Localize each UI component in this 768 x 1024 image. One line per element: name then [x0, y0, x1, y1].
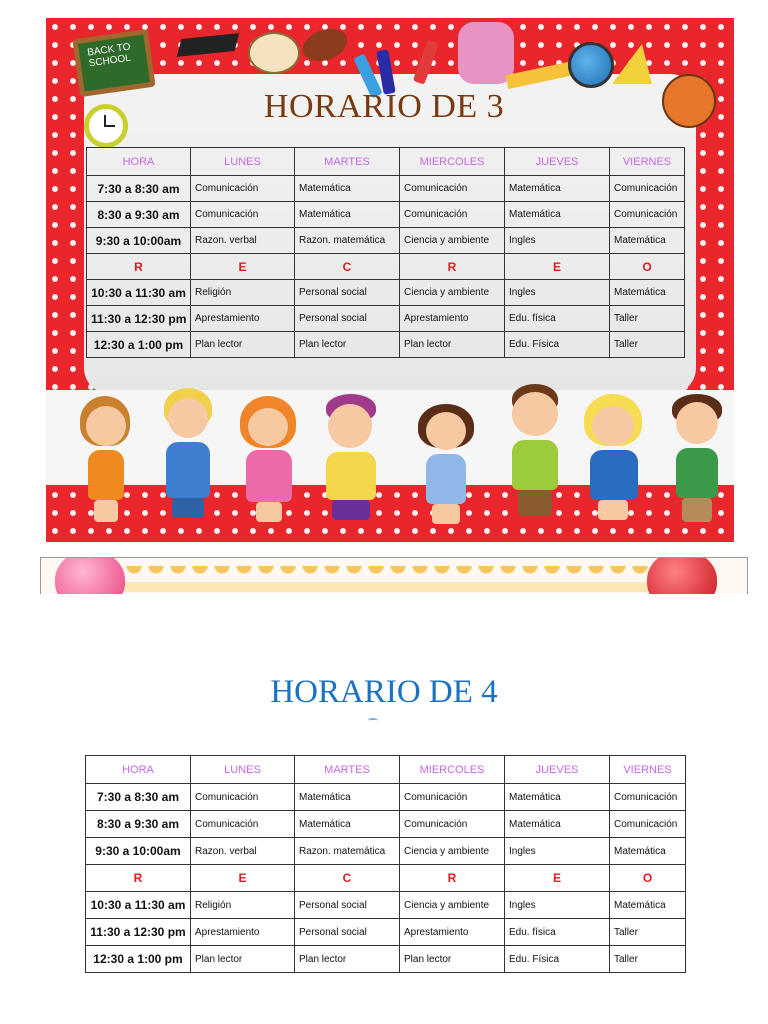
table-cell: Matemática — [295, 784, 400, 811]
table-cell: Plan lector — [191, 332, 295, 358]
table-cell: Matemática — [610, 838, 686, 865]
table-row — [86, 919, 686, 946]
header-martes: MARTES — [295, 148, 400, 176]
table-cell: Comunicación — [400, 202, 505, 228]
table-cell: Comunicación — [191, 176, 295, 202]
kid-illustration — [416, 404, 476, 528]
recreo-row — [86, 865, 686, 892]
table-row — [87, 332, 685, 358]
table-cell: Taller — [610, 332, 685, 358]
header-jueves: JUEVES — [505, 148, 610, 176]
heart-icon — [647, 557, 717, 594]
table-cell: Matemática — [610, 228, 685, 254]
recreo-cell: O — [610, 865, 686, 892]
table-cell-time: 12:30 a 1:00 pm — [87, 332, 191, 358]
table-cell: Comunicación — [610, 202, 685, 228]
table-cell: Plan lector — [295, 946, 400, 973]
table-cell: Matemática — [295, 202, 400, 228]
table-cell: Ingles — [505, 228, 610, 254]
table-cell-time: 10:30 a 11:30 am — [87, 280, 191, 306]
table-cell-time: 10:30 a 11:30 am — [86, 892, 191, 919]
table-cell: Ciencia y ambiente — [400, 280, 505, 306]
table-cell: Taller — [610, 946, 686, 973]
header-miercoles: MIERCOLES — [400, 756, 505, 784]
table-row — [86, 946, 686, 973]
kid-illustration — [668, 394, 728, 528]
table-cell: Taller — [610, 919, 686, 946]
schedule-3-title: HORARIO DE 3 — [263, 88, 505, 125]
table-cell-time: 12:30 a 1:00 pm — [86, 946, 191, 973]
lace-banner — [40, 557, 748, 594]
header-lunes: LUNES — [191, 756, 295, 784]
table-cell: Ciencia y ambiente — [400, 892, 505, 919]
header-viernes: VIERNES — [610, 148, 685, 176]
header-jueves: JUEVES — [505, 756, 610, 784]
table-cell: Plan lector — [400, 946, 505, 973]
table-cell: Matemática — [505, 811, 610, 838]
table-cell: Comunicación — [191, 811, 295, 838]
table-cell: Edu. Física — [505, 332, 610, 358]
table-row — [86, 892, 686, 919]
table-cell: Personal social — [295, 919, 400, 946]
table-row — [87, 306, 685, 332]
table-cell: Aprestamiento — [191, 306, 295, 332]
table-cell: Edu. Física — [505, 946, 610, 973]
schedule-table-4 — [85, 755, 686, 973]
table-cell: Religión — [191, 280, 295, 306]
kid-illustration — [158, 388, 218, 528]
table-cell: Comunicación — [400, 784, 505, 811]
header-lunes: LUNES — [191, 148, 295, 176]
table-cell: Comunicación — [191, 784, 295, 811]
table-row — [86, 838, 686, 865]
table-cell-time: 7:30 a 8:30 am — [87, 176, 191, 202]
table-cell: Ingles — [505, 838, 610, 865]
table-cell: Plan lector — [191, 946, 295, 973]
globe-icon — [568, 42, 614, 88]
table-cell: Comunicación — [191, 202, 295, 228]
table-cell: Comunicación — [400, 176, 505, 202]
header-hora: HORA — [86, 756, 191, 784]
table-cell: Matemática — [295, 811, 400, 838]
title-ornament — [368, 718, 378, 723]
kid-illustration — [76, 396, 136, 526]
table-cell: Ingles — [505, 892, 610, 919]
table-cell-time: 11:30 a 12:30 pm — [87, 306, 191, 332]
table-cell: Razon. matemática — [295, 228, 400, 254]
table-row — [86, 811, 686, 838]
table-cell: Comunicación — [610, 176, 685, 202]
table-cell: Comunicación — [400, 811, 505, 838]
table-cell: Matemática — [610, 280, 685, 306]
table-cell: Matemática — [505, 202, 610, 228]
table-cell: Personal social — [295, 280, 400, 306]
table-cell-time: 11:30 a 12:30 pm — [86, 919, 191, 946]
header-hora: HORA — [87, 148, 191, 176]
paint-palette-icon — [248, 32, 300, 74]
table-cell-time: 7:30 a 8:30 am — [86, 784, 191, 811]
recreo-cell: E — [191, 254, 295, 280]
table-cell: Personal social — [295, 892, 400, 919]
table-cell: Edu. física — [505, 306, 610, 332]
table-cell-time: 9:30 a 10:00am — [87, 228, 191, 254]
table-row — [87, 202, 685, 228]
table-cell: Razon. verbal — [191, 838, 295, 865]
table-row — [87, 228, 685, 254]
table-cell-time: 8:30 a 9:30 am — [86, 811, 191, 838]
heart-icon — [55, 557, 125, 594]
table-cell: Plan lector — [295, 332, 400, 358]
recreo-cell: O — [610, 254, 685, 280]
table-cell: Edu. física — [505, 919, 610, 946]
table-cell: Matemática — [610, 892, 686, 919]
recreo-cell: C — [295, 254, 400, 280]
table-row — [86, 784, 686, 811]
header-viernes: VIERNES — [610, 756, 686, 784]
table-cell: Matemática — [505, 784, 610, 811]
table-cell: Ingles — [505, 280, 610, 306]
header-miercoles: MIERCOLES — [400, 148, 505, 176]
table-row — [87, 176, 685, 202]
table-cell: Plan lector — [400, 332, 505, 358]
table-row — [87, 280, 685, 306]
lace-strip — [101, 582, 691, 592]
table-cell-time: 8:30 a 9:30 am — [87, 202, 191, 228]
table-cell: Aprestamiento — [191, 919, 295, 946]
table-cell: Religión — [191, 892, 295, 919]
table-cell: Razon. matemática — [295, 838, 400, 865]
lace-pattern — [101, 566, 691, 582]
kid-illustration — [318, 394, 384, 528]
table-cell: Matemática — [505, 176, 610, 202]
recreo-cell: E — [505, 865, 610, 892]
recreo-cell: R — [86, 865, 191, 892]
table-cell: Aprestamiento — [400, 919, 505, 946]
table-cell: Comunicación — [610, 811, 686, 838]
recreo-cell: C — [295, 865, 400, 892]
table-cell: Comunicación — [610, 784, 686, 811]
kid-illustration — [238, 396, 302, 528]
recreo-cell: R — [400, 254, 505, 280]
recreo-cell: R — [400, 865, 505, 892]
table-cell: Taller — [610, 306, 685, 332]
recreo-cell: E — [191, 865, 295, 892]
table-cell-time: 9:30 a 10:00am — [86, 838, 191, 865]
schedule-table-3 — [86, 147, 685, 358]
table-header-row — [87, 148, 685, 176]
kid-illustration — [504, 384, 566, 528]
table-header-row — [86, 756, 686, 784]
table-cell: Personal social — [295, 306, 400, 332]
recreo-cell: R — [87, 254, 191, 280]
table-cell: Aprestamiento — [400, 306, 505, 332]
table-cell: Razon. verbal — [191, 228, 295, 254]
table-cell: Ciencia y ambiente — [400, 228, 505, 254]
set-square-icon — [612, 44, 652, 84]
table-cell: Ciencia y ambiente — [400, 838, 505, 865]
recreo-row — [87, 254, 685, 280]
kid-illustration — [580, 394, 650, 528]
recreo-cell: E — [505, 254, 610, 280]
table-cell: Matemática — [295, 176, 400, 202]
schedule-4-title: HORARIO DE 4 — [270, 674, 498, 710]
header-martes: MARTES — [295, 756, 400, 784]
chalkboard: BACK TO SCHOOL — [72, 29, 155, 97]
